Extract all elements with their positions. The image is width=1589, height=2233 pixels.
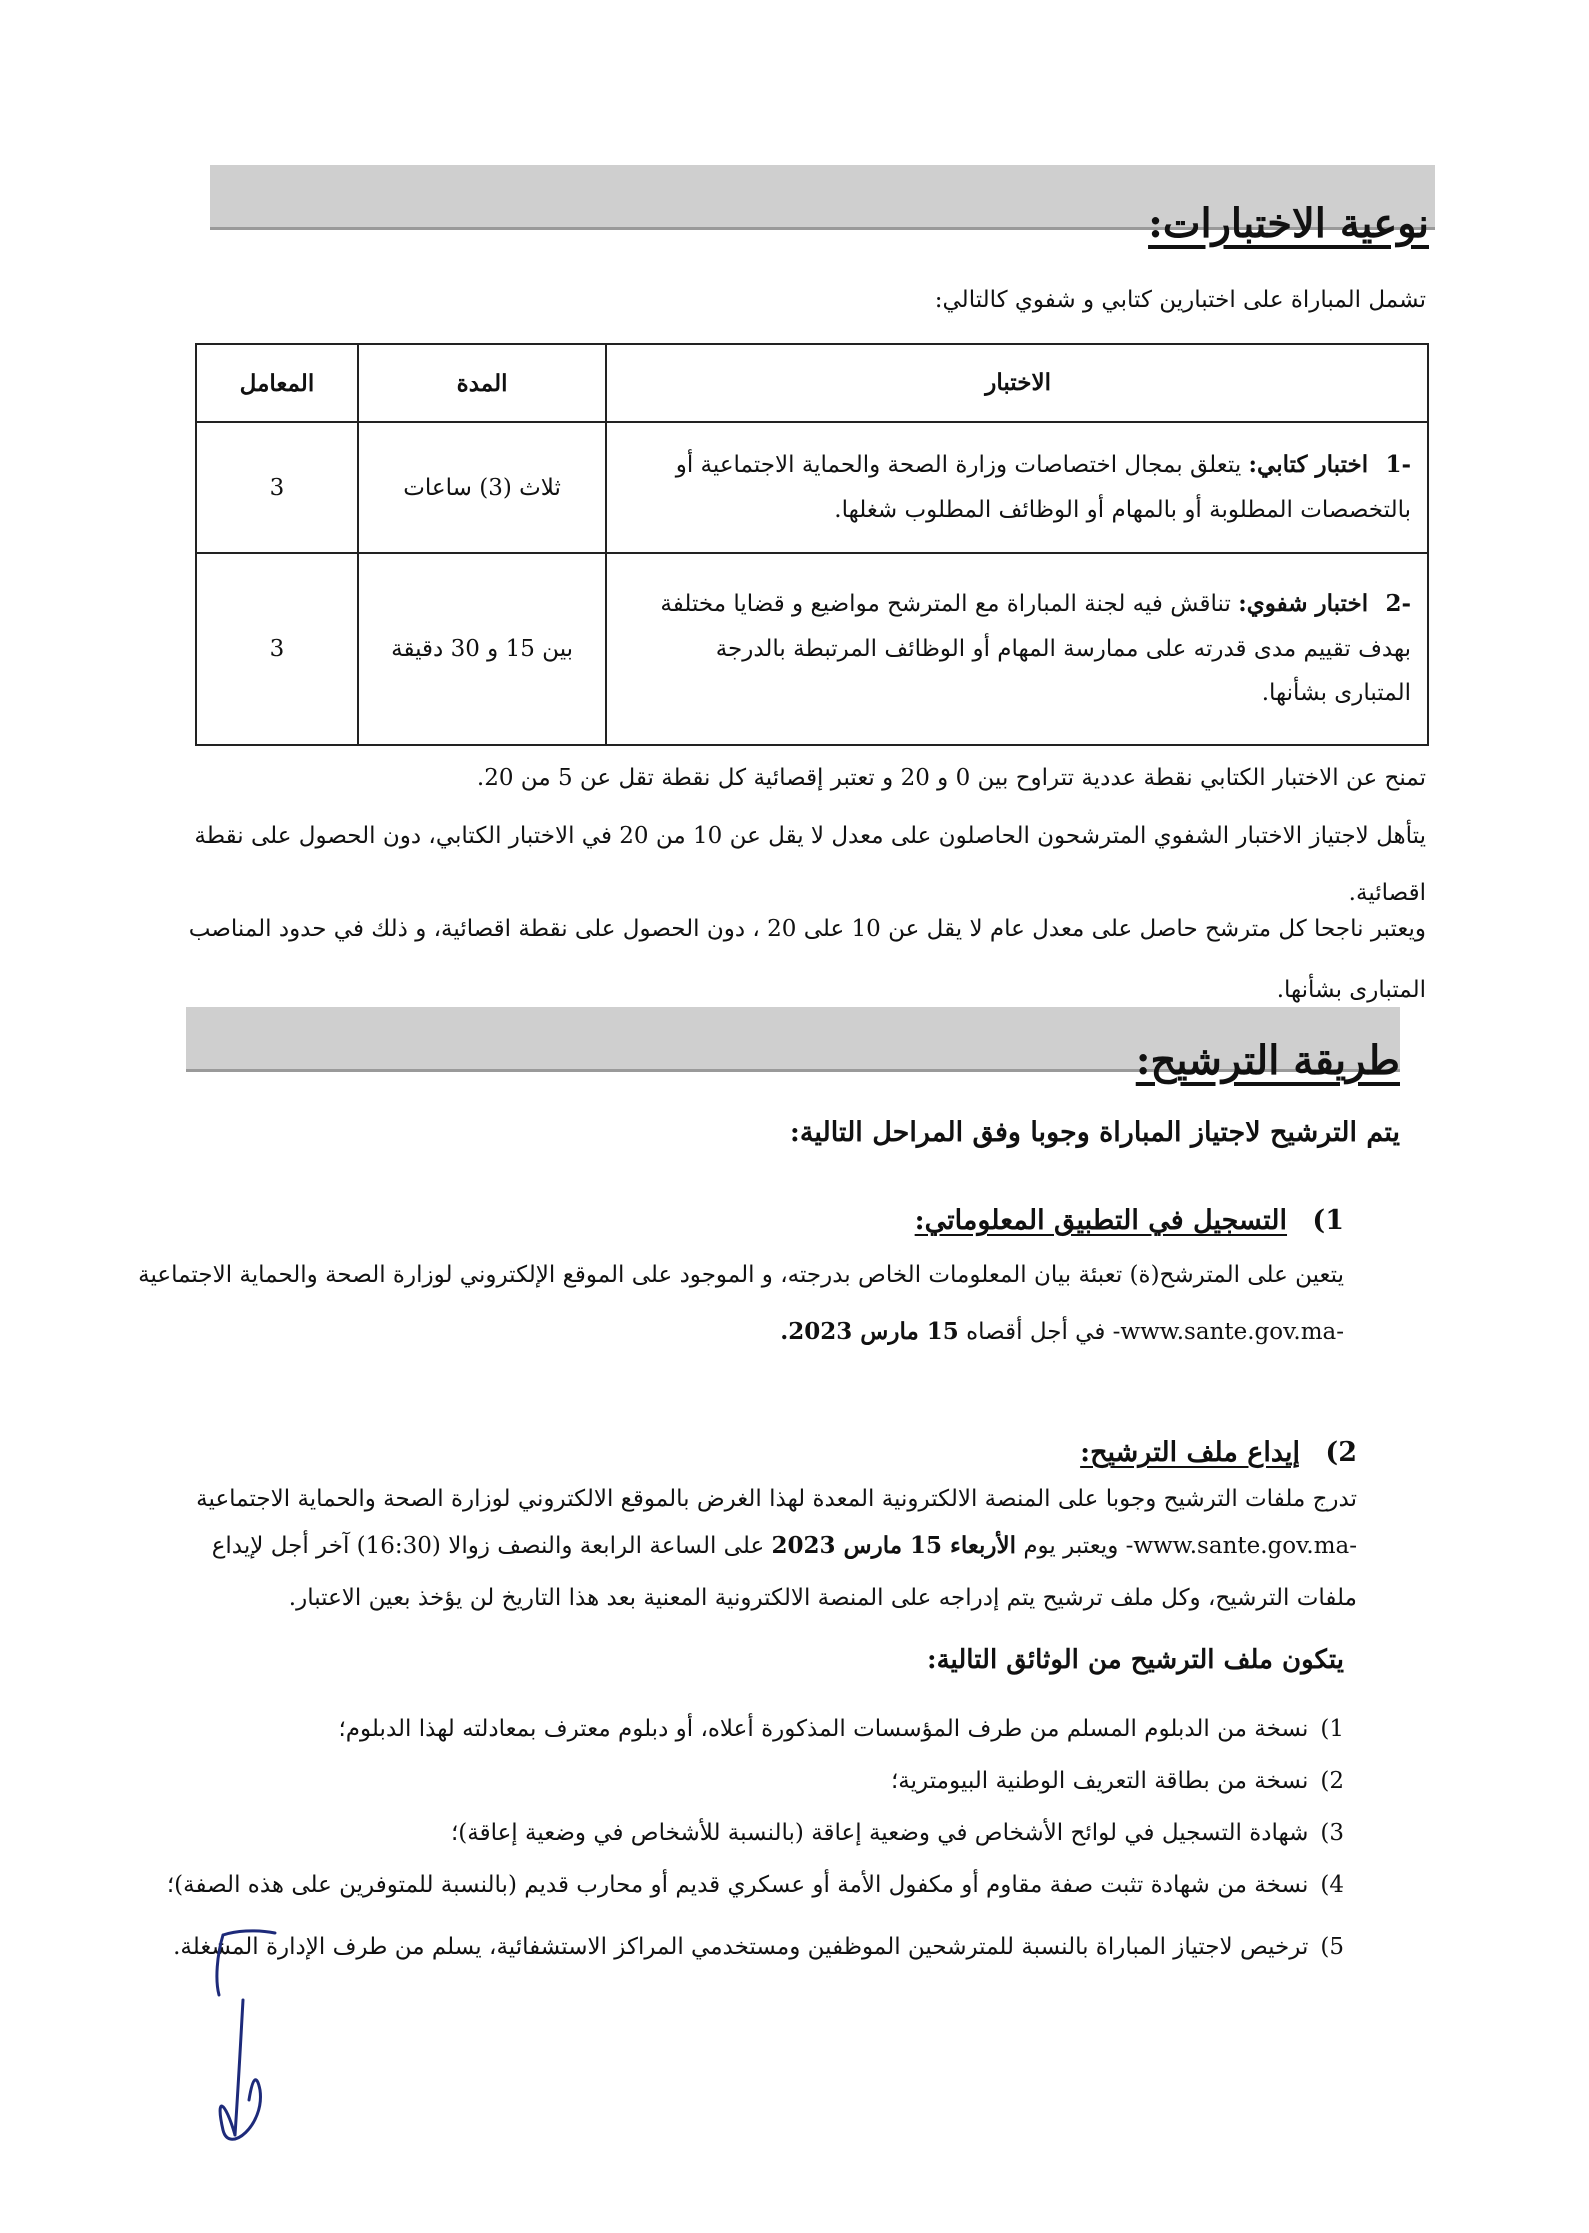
application-intro: يتم الترشيح لاجتياز المباراة وجوبا وفق المراحل التالية: bbox=[789, 1117, 1400, 1148]
step2-line2 bbox=[212, 1532, 1357, 1559]
written-coefficient: 3 bbox=[196, 422, 358, 553]
list-item-number: 2) bbox=[1320, 1768, 1344, 1794]
table-header-row bbox=[196, 344, 1428, 422]
note-line: يتأهل لاجتياز الاختبار الشفوي المترشحون الحاصلون على معدل لا يقل عن 10 من 20 في الاختبار الكتابي، دون الحصول على نقطة bbox=[194, 823, 1426, 849]
list-item-number: 5) bbox=[1320, 1934, 1344, 1960]
deadline-date: 15 مارس 2023. bbox=[780, 1318, 959, 1345]
list-item-text: نسخة من شهادة تثبت صفة مقاوم أو مكفول الأمة أو عسكري قديم أو محارب قديم (بالنسبة للمتوفرين على هذه الصفة)؛ bbox=[166, 1872, 1309, 1898]
list-item-text: ترخيص لاجتياز المباراة بالنسبة للمترشحين الموظفين ومستخدمي المراكز الاستشفائية، يسلم من طرف الإدارة المشغلة. bbox=[173, 1934, 1309, 1960]
row-line1: يتعلق بمجال اختصاصات وزارة الصحة والحماية الاجتماعية أو bbox=[675, 451, 1242, 478]
list-item-number: 4) bbox=[1320, 1872, 1344, 1898]
row-line2: بالتخصصات المطلوبة أو بالمهام أو الوظائف المطلوب شغلها. bbox=[834, 496, 1411, 523]
step-title: التسجيل في التطبيق المعلوماتي: bbox=[914, 1205, 1288, 1236]
row-number: -1 bbox=[1385, 450, 1411, 478]
step-number: 2) bbox=[1325, 1437, 1357, 1468]
note-line: المتبارى بشأنها. bbox=[1276, 977, 1426, 1003]
step2-text-b: على الساعة الرابعة والنصف زوالا (16:30) آخر أجل لإيداع bbox=[211, 1533, 765, 1559]
header-duration: المدة bbox=[358, 344, 606, 422]
website-url: -www.sante.gov.ma- bbox=[1112, 1319, 1344, 1345]
written-duration: ثلاث (3) ساعات bbox=[358, 422, 606, 553]
note-line: اقصائية. bbox=[1348, 880, 1426, 906]
step1-heading bbox=[915, 1205, 1344, 1236]
step-number: 1) bbox=[1312, 1205, 1344, 1236]
step2-deadline: الأربعاء 15 مارس 2023 bbox=[771, 1532, 1016, 1559]
step2-text-a: ويعتبر يوم bbox=[1023, 1533, 1119, 1559]
note-line: ويعتبر ناجحا كل مترشح حاصل على معدل عام لا يقل عن 10 على 20 ، دون الحصول على نقطة اقصائية، و ذلك في حدود المناصب bbox=[188, 916, 1426, 942]
row-title: اختبار كتابي: bbox=[1248, 450, 1369, 478]
deadline-text: في أجل أقصاه bbox=[966, 1319, 1106, 1345]
step2-line3: ملفات الترشيح، وكل ملف ترشيح يتم إدراجه على المنصة الالكترونية المعنية بعد هذا التاريخ لن يؤخذ بعين الاعتبار. bbox=[288, 1585, 1357, 1611]
section-heading-tests: نوعية الاختبارات: bbox=[1148, 200, 1429, 247]
oral-duration: بين 15 و 30 دقيقة bbox=[358, 553, 606, 745]
list-item bbox=[339, 1716, 1345, 1742]
row-line2: بهدف تقييم مدى قدرته على ممارسة المهام أو الوظائف المرتبطة بالدرجة bbox=[715, 635, 1411, 662]
oral-test-cell bbox=[606, 553, 1428, 745]
list-item-text: نسخة من بطاقة التعريف الوطنية البيومترية؛ bbox=[891, 1768, 1309, 1794]
row-line1: تناقش فيه لجنة المباراة مع المترشح مواضيع و قضايا مختلفة bbox=[660, 590, 1231, 617]
oral-coefficient: 3 bbox=[196, 553, 358, 745]
list-item-text: شهادة التسجيل في لوائح الأشخاص في وضعية إعاقة (بالنسبة للأشخاص في وضعية إعاقة)؛ bbox=[450, 1820, 1309, 1846]
list-item bbox=[167, 1872, 1344, 1898]
table-row bbox=[196, 553, 1428, 745]
step1-line1: يتعين على المترشح(ة) تعبئة بيان المعلومات الخاص بدرجته، و الموجود على الموقع الإلكتروني لوزارة الصحة والحماية الاجتماعية bbox=[138, 1262, 1344, 1288]
step-title: إيداع ملف الترشيح: bbox=[1080, 1437, 1301, 1468]
list-item-number: 1) bbox=[1320, 1716, 1344, 1742]
step2-line1: تدرج ملفات الترشيح وجوبا على المنصة الالكترونية المعدة لهذا الغرض بالموقع الالكتروني لوزارة الصحة والحماية الاجتماعية bbox=[196, 1486, 1357, 1512]
table-row bbox=[196, 422, 1428, 553]
website-url: -www.sante.gov.ma- bbox=[1125, 1533, 1357, 1559]
documents-heading: يتكون ملف الترشيح من الوثائق التالية: bbox=[926, 1645, 1344, 1675]
list-item bbox=[173, 1934, 1344, 1960]
tests-table bbox=[195, 343, 1429, 746]
list-item-number: 3) bbox=[1320, 1820, 1344, 1846]
signature-mark bbox=[195, 1925, 315, 2165]
list-item bbox=[451, 1820, 1344, 1846]
header-coefficient: المعامل bbox=[196, 344, 358, 422]
step1-line2 bbox=[780, 1318, 1344, 1345]
written-test-cell bbox=[606, 422, 1428, 553]
header-test: الاختبار bbox=[606, 344, 1428, 422]
row-title: اختبار شفوي: bbox=[1238, 589, 1369, 617]
list-item-text: نسخة من الدبلوم المسلم من طرف المؤسسات المذكورة أعلاه، أو دبلوم معترف بمعادلته لهذا الدبلوم؛ bbox=[338, 1716, 1309, 1742]
section-heading-application: طريقة الترشيح: bbox=[1135, 1037, 1400, 1084]
step2-heading bbox=[1080, 1437, 1357, 1468]
tests-intro: تشمل المباراة على اختبارين كتابي و شفوي كالتالي: bbox=[934, 287, 1426, 313]
note-line: تمنح عن الاختبار الكتابي نقطة عددية تتراوح بين 0 و 20 و تعتبر إقصائية كل نقطة تقل عن 5 من 20. bbox=[476, 765, 1426, 791]
row-line3: المتبارى بشأنها. bbox=[1261, 680, 1411, 707]
list-item bbox=[891, 1768, 1344, 1794]
row-number: -2 bbox=[1385, 589, 1411, 617]
